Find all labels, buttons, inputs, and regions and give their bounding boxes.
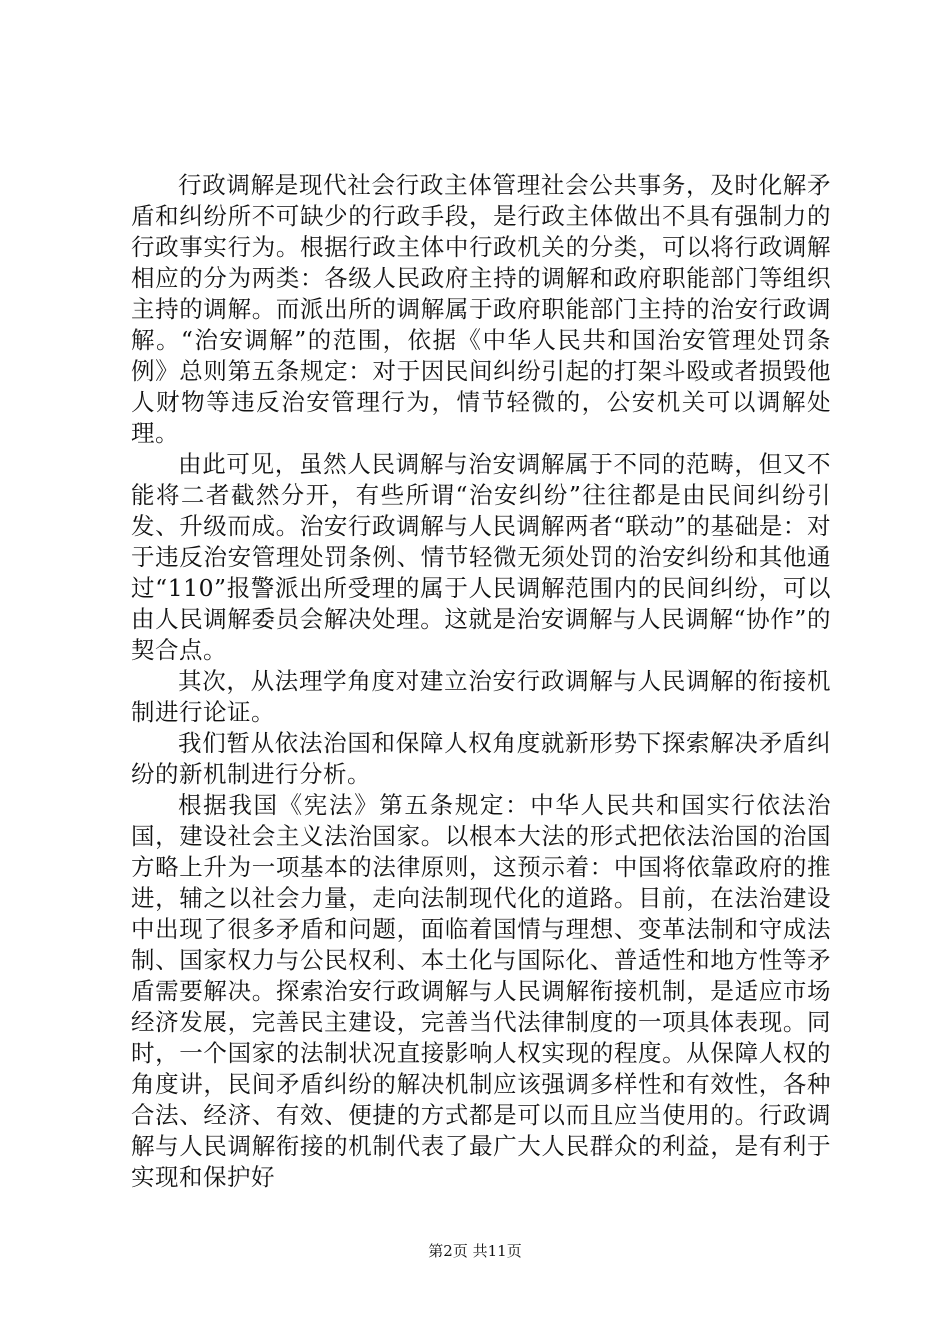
page-footer xyxy=(0,1241,950,1261)
paragraph-2: 由此可见，虽然人民调解与治安调解属于不同的范畴，但又不能将二者截然分开，有些所谓“治安纠纷”往往都是由民间纠纷引发、升级而成。治安行政调解与人民调解两者“联动”的基础是：对于违反治安管理处罚条例、情节轻微无须处罚的治安纠纷和其他通过“110”报警派出所受理的属于人民调解范围内的民间纠纷，可以由人民调解委员会解决处理。这就是治安调解与人民调解“协作”的契合点。 xyxy=(131,450,831,664)
paragraph-1: 行政调解是现代社会行政主体管理社会公共事务，及时化解矛盾和纠纷所不可缺少的行政手段，是行政主体做出不具有强制力的行政事实行为。根据行政主体中行政机关的分类，可以将行政调解相应的分为两类：各级人民政府主持的调解和政府职能部门等组织主持的调解。而派出所的调解属于政府职能部门主持的治安行政调解。“治安调解”的范围，依据《中华人民共和国治安管理处罚条例》总则第五条规定：对于因民间纠纷引起的打架斗殴或者损毁他人财物等违反治安管理行为，情节轻微的，公安机关可以调解处理。 xyxy=(131,171,831,447)
paragraph-5: 根据我国《宪法》第五条规定：中华人民共和国实行依法治国，建设社会主义法治国家。以根本大法的形式把依法治国的治国方略上升为一项基本的法律原则，这预示着：中国将依靠政府的推进，辅之以社会力量，走向法制现代化的道路。目前，在法治建设中出现了很多矛盾和问题，面临着国情与理想、变革法制和守成法制、国家权力与公民权利、本土化与国际化、普适性和地方性等矛盾需要解决。探索治安行政调解与人民调解衔接机制，是适应市场经济发展，完善民主建设，完善当代法律制度的一项具体表现。同时，一个国家的法制状况直接影响人权实现的程度。从保障人权的角度讲，民间矛盾纠纷的解决机制应该强调多样性和有效性，各种合法、经济、有效、便捷的方式都是可以而且应当使用的。行政调解与人民调解衔接的机制代表了最广大人民群众的利益，是有利于实现和保护好 xyxy=(131,791,831,1191)
document-body xyxy=(131,170,831,1193)
page-number-label: 第2页 共11页 xyxy=(428,1242,522,1260)
paragraph-3: 其次，从法理学角度对建立治安行政调解与人民调解的衔接机制进行论证。 xyxy=(131,667,831,726)
paragraph-4: 我们暂从依法治国和保障人权角度就新形势下探索解决矛盾纠纷的新机制进行分析。 xyxy=(131,729,831,788)
